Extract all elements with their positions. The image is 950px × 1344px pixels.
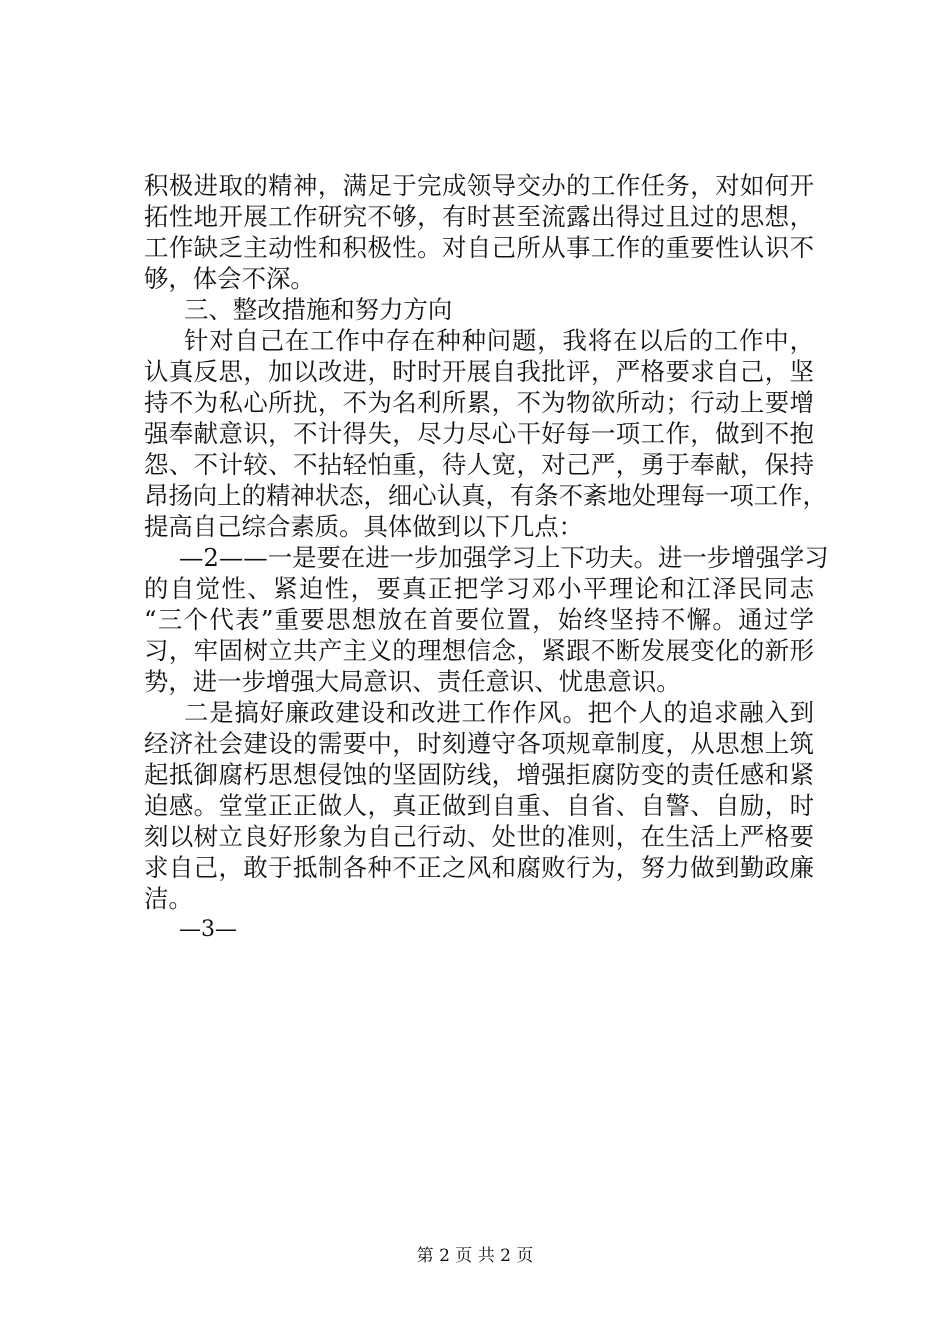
section-heading: 三、整改措施和努力方向 bbox=[184, 295, 453, 324]
text-line: 拓性地开展工作研究不够，有时甚至流露出得过且过的思想， bbox=[144, 202, 814, 231]
text-line: 积极进取的精神，满足于完成领导交办的工作任务，对如何开 bbox=[144, 171, 814, 200]
text-line: “三个代表”重要思想放在首要位置，始终坚持不懈。通过学 bbox=[144, 605, 814, 634]
text-line: 习，牢固树立共产主义的理想信念，紧跟不断发展变化的新形 bbox=[144, 636, 814, 665]
text-line: 强奉献意识，不计得失，尽力尽心干好每一项工作，做到不抱 bbox=[144, 419, 814, 448]
text-line: 昂扬向上的精神状态，细心认真，有条不紊地处理每一项工作， bbox=[144, 481, 827, 510]
page-number-mark: —3— bbox=[179, 917, 237, 942]
text-line: —2——一是要在进一步加强学习上下功夫。进一步增强学习 bbox=[179, 543, 829, 572]
text-line: 经济社会建设的需要中，时刻遵守各项规章制度，从思想上筑 bbox=[144, 729, 814, 758]
document-body bbox=[144, 170, 829, 945]
text-line: 刻以树立良好形象为自己行动、处世的准则，在生活上严格要 bbox=[144, 822, 814, 851]
text-line: 提高自己综合素质。具体做到以下几点： bbox=[144, 512, 584, 541]
text-line: 针对自己在工作中存在种种问题，我将在以后的工作中， bbox=[184, 326, 814, 355]
text-line: 迫感。堂堂正正做人，真正做到自重、自省、自警、自励，时 bbox=[144, 791, 814, 820]
page-footer bbox=[0, 1245, 950, 1267]
text-line: 势，进一步增强大局意识、责任意识、忧患意识。 bbox=[144, 667, 681, 696]
text-line: 工作缺乏主动性和积极性。对自己所从事工作的重要性认识不 bbox=[144, 233, 814, 262]
text-line: 起抵御腐朽思想侵蚀的坚固防线，增强拒腐防变的责任感和紧 bbox=[144, 760, 814, 789]
text-line: 求自己，敢于抵制各种不正之风和腐败行为，努力做到勤政廉 bbox=[144, 853, 814, 882]
text-line: 的自觉性、紧迫性，要真正把学习邓小平理论和江泽民同志 bbox=[144, 574, 814, 603]
text-line: 认真反思，加以改进，时时开展自我批评，严格要求自己，坚 bbox=[144, 357, 814, 386]
text-line: 二是搞好廉政建设和改进工作作风。把个人的追求融入到 bbox=[184, 698, 814, 727]
text-line: 怨、不计较、不拈轻怕重，待人宽，对己严，勇于奉献，保持 bbox=[144, 450, 814, 479]
text-line: 持不为私心所扰，不为名利所累，不为物欲所动；行动上要增 bbox=[144, 388, 814, 417]
text-line: 够，体会不深。 bbox=[144, 264, 315, 293]
text-line: 洁。 bbox=[144, 884, 193, 913]
page-indicator: 第 2 页 共 2 页 bbox=[416, 1246, 534, 1266]
